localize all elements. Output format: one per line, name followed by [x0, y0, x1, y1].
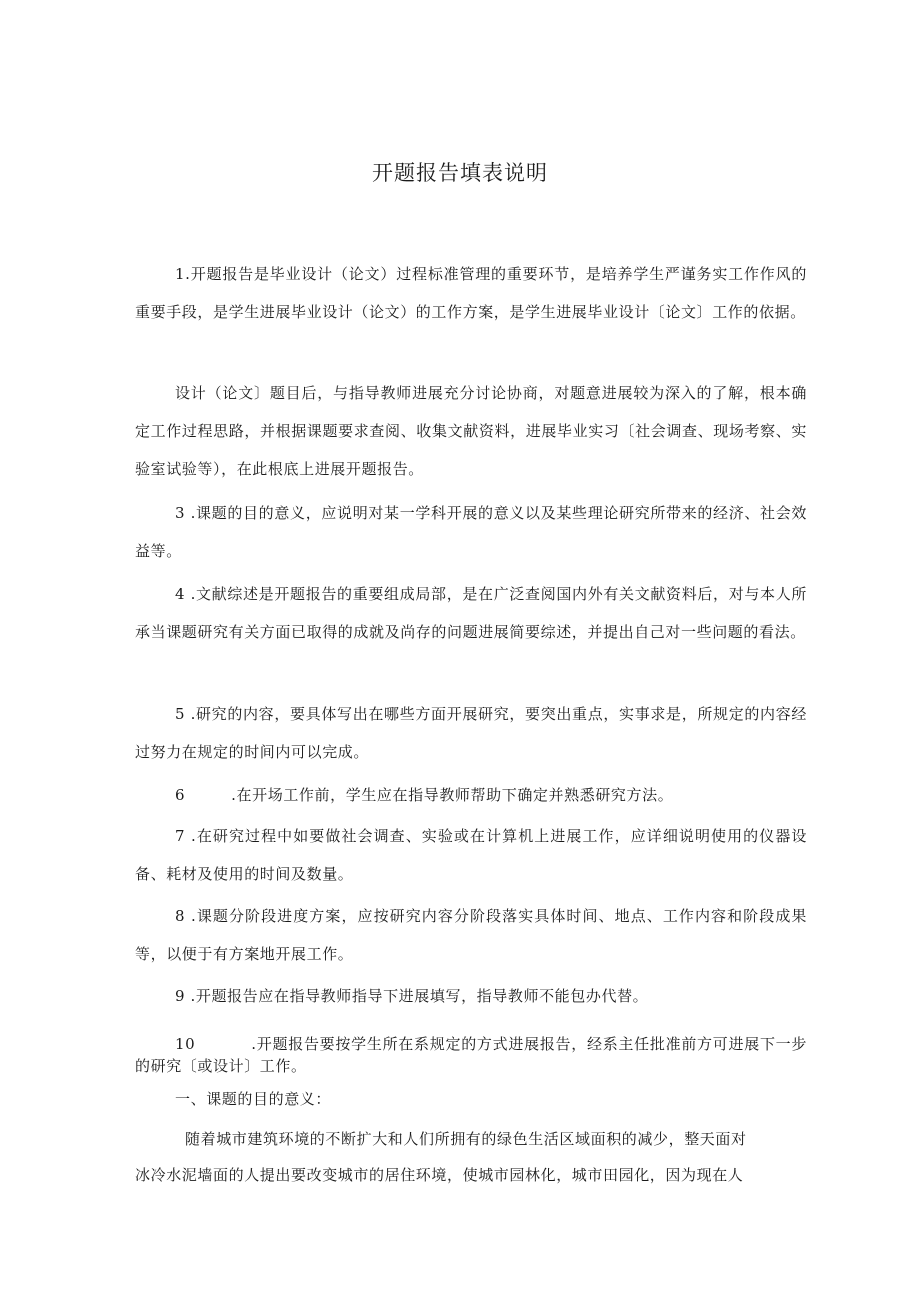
instruction-item-7: 7 .在研究过程中如要做社会调查、实验或在计算机上进展工作，应详细说明使用的仪器设备、耗材及使用的时间及数量。 — [135, 827, 807, 883]
instruction-item-4: 4 .文献综述是开题报告的重要组成局部，是在广泛查阅国内外有关文献资料后，对与本人所承当课题研究有关方面已取得的成就及尚存的问题进展简要综述，并提出自己对一些问题的看法。 — [135, 585, 807, 641]
item-number: 6 — [175, 786, 186, 804]
body-line: 冰冷水泥墙面的人提出要改变城市的居住环境，使城市园林化，城市田园化，因为现在人 — [135, 1166, 744, 1184]
document-title: 开题报告填表说明 — [372, 161, 548, 185]
instruction-item-5: 5 .研究的内容，要具体写出在哪些方面开展研究，要突出重点，实事求是，所规定的内容经过努力在规定的时间内可以完成。 — [135, 705, 807, 761]
instruction-item-2: 设计（论文〕题目后，与指导教师进展充分讨论协商，对题意进展较为深入的了解，根本确定工作过程思路，并根据课题要求查阅、收集文献资料，进展毕业实习〔社会调查、现场考察、实验室试验等），在此根底上进展开题报告。 — [135, 384, 807, 478]
body-paragraph — [135, 1121, 807, 1193]
instruction-item-1: 1.开题报告是毕业设计（论文）过程标准管理的重要环节，是培养学生严谨务实工作作风的重要手段，是学生进展毕业设计（论文）的工作方案，是学生进展毕业设计〔论文〕工作的依据。 — [135, 265, 807, 321]
instruction-item-3: 3 .课题的目的意义，应说明对某一学科开展的意义以及某些理论研究所带来的经济、社会效益等。 — [135, 504, 807, 560]
item-text: .在开场工作前，学生应在指导教师帮助下确定并熟悉研究方法。 — [231, 786, 674, 804]
item-number: 10 — [175, 1035, 196, 1053]
section-heading: 一、课题的目的意义： — [175, 1090, 332, 1108]
item-text: .开题报告要按学生所在系规定的方式进展报告，经系主任批准前方可进展下一步的研究〔或设计〕工作。 — [135, 1035, 807, 1075]
instruction-item-8: 8 .课题分阶段进度方案，应按研究内容分阶段落实具体时间、地点、工作内容和阶段成果等，以便于有方案地开展工作。 — [135, 907, 807, 963]
instruction-item-10 — [135, 1033, 807, 1077]
instruction-item-6 — [135, 776, 807, 814]
body-line: 随着城市建筑环境的不断扩大和人们所拥有的绿色生活区域面积的减少，整天面对 — [185, 1130, 747, 1148]
instruction-item-9: 9 .开题报告应在指导教师指导下进展填写，指导教师不能包办代替。 — [175, 987, 649, 1005]
